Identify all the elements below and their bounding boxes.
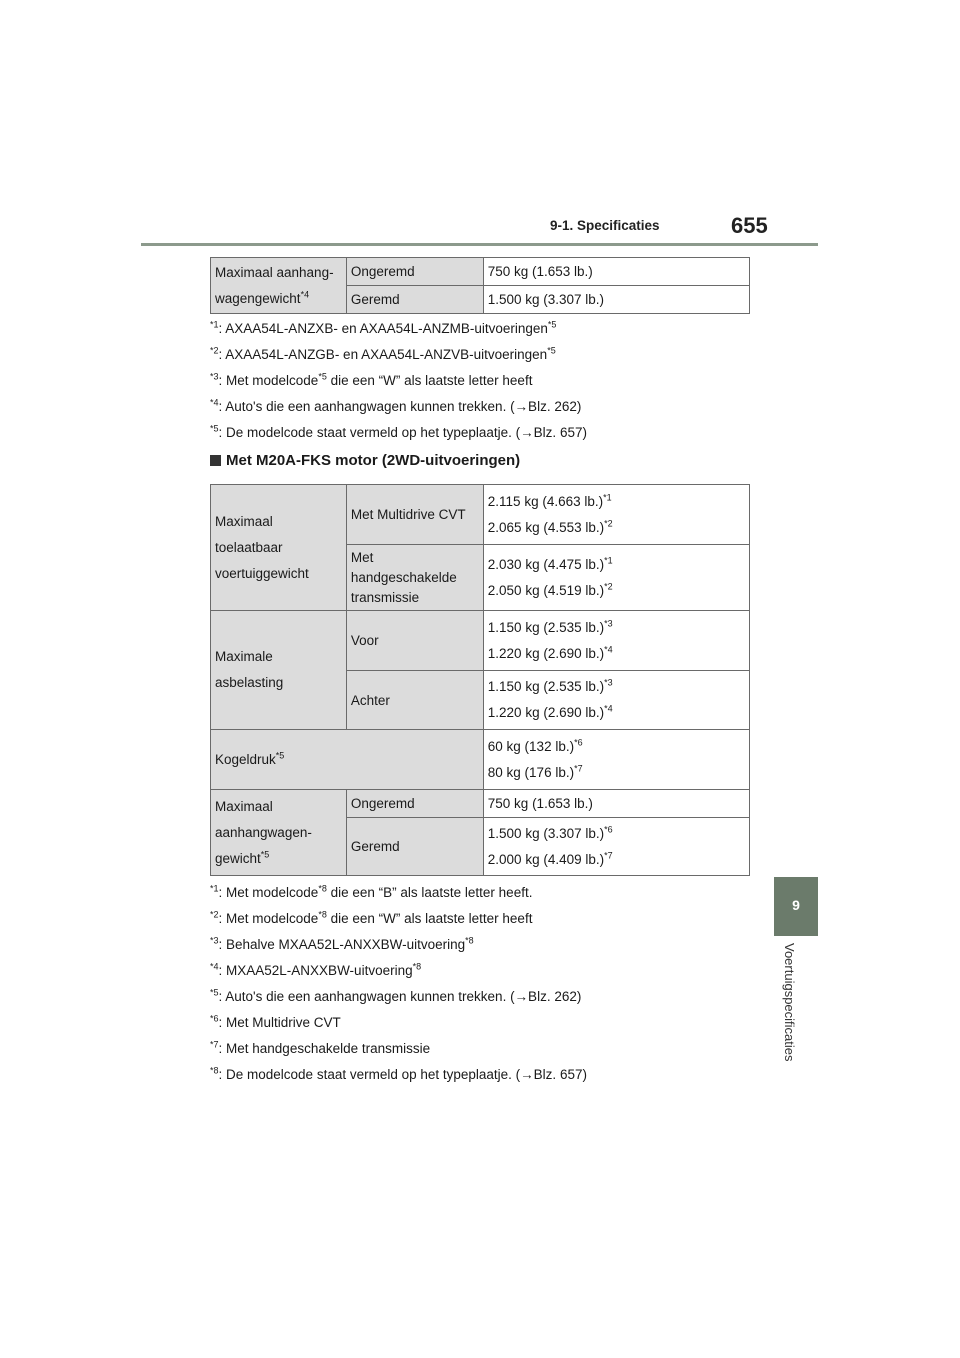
unbraked-value: 750 kg (1.653 lb.) (483, 258, 749, 286)
footnote: $^{*3}$: Met modelcode$^{*5}$ die een “W” als laatste letter heeft (210, 371, 533, 388)
chapter-number: 9 (792, 897, 800, 913)
section-heading: 9-1. Specificaties (550, 218, 660, 233)
footnote: $^{*1}$: AXAA54L-ANZXB- en AXAA54L-ANZMB-uitvoeringen$^{*5}$ (210, 319, 557, 336)
tongue-weight-label: Kogeldruk$^{*5}$ (211, 730, 484, 790)
braked-values-2: 1.500 kg (3.307 lb.)$^{*6}$ 2.000 kg (4.409 lb.)$^{*7}$ (483, 818, 749, 876)
braked-label-2: Geremd (346, 818, 483, 876)
trailer-weight-label: Maximaal aanhang- wagengewicht$^{*4}$ (211, 258, 347, 314)
rear-axle-label: Achter (346, 671, 483, 730)
cvt-weight-values: 2.115 kg (4.663 lb.)$^{*1}$ 2.065 kg (4.553 lb.)$^{*2}$ (483, 485, 749, 545)
square-bullet-icon (210, 455, 221, 466)
footnote: $^{*3}$: Behalve MXAA52L-ANXXBW-uitvoering$^{*8}$ (210, 935, 474, 952)
front-axle-label: Voor (346, 611, 483, 671)
unbraked-label: Ongeremd (346, 258, 483, 286)
braked-label: Geremd (346, 286, 483, 314)
footnote: $^{*5}$: De modelcode staat vermeld op het typeplaatje. (→Blz. 657) (210, 423, 587, 440)
section-title: Met M20A-FKS motor (2WD-uitvoeringen) (210, 452, 520, 469)
footnote: $^{*4}$: MXAA52L-ANXXBW-uitvoering$^{*8}$ (210, 961, 422, 978)
trailer-weight-table (210, 257, 750, 314)
trailer-weight-label-2: Maximaal aanhangwagen- gewicht$^{*5}$ (211, 790, 347, 876)
chapter-title: Voertuigspecificaties (782, 943, 797, 1062)
unbraked-value-2: 750 kg (1.653 lb.) (483, 790, 749, 818)
tongue-weight-values: 60 kg (132 lb.)$^{*6}$ 80 kg (176 lb.)$^{*7}$ (483, 730, 749, 790)
footnote: $^{*7}$: Met handgeschakelde transmissie (210, 1039, 431, 1056)
footnote: $^{*8}$: De modelcode staat vermeld op het typeplaatje. (→Blz. 657) (210, 1065, 587, 1082)
braked-value: 1.500 kg (3.307 lb.) (483, 286, 749, 314)
footnotes-2 (210, 880, 587, 1088)
manual-label: Met handgeschakelde transmissie (346, 545, 483, 611)
footnote: $^{*6}$: Met Multidrive CVT (210, 1013, 341, 1030)
unbraked-label-2: Ongeremd (346, 790, 483, 818)
vehicle-weight-label: Maximaal toelaatbaar voertuiggewicht (211, 485, 347, 611)
header-rule (141, 243, 818, 246)
manual-weight-values: 2.030 kg (4.475 lb.)$^{*1}$ 2.050 kg (4.519 lb.)$^{*2}$ (483, 545, 749, 611)
cvt-label: Met Multidrive CVT (346, 485, 483, 545)
footnote: $^{*2}$: Met modelcode$^{*8}$ die een “W” als laatste letter heeft (210, 909, 533, 926)
footnotes-1 (210, 316, 587, 446)
axle-load-label: Maximale asbelasting (211, 611, 347, 730)
footnote: $^{*1}$: Met modelcode$^{*8}$ die een “B” als laatste letter heeft. (210, 883, 533, 900)
engine-spec-table (210, 484, 750, 876)
footnote: $^{*4}$: Auto's die een aanhangwagen kunnen trekken. (→Blz. 262) (210, 397, 582, 414)
page-number: 655 (731, 213, 768, 238)
footnote: $^{*5}$: Auto's die een aanhangwagen kunnen trekken. (→Blz. 262) (210, 987, 582, 1004)
rear-axle-values: 1.150 kg (2.535 lb.)$^{*3}$ 1.220 kg (2.690 lb.)$^{*4}$ (483, 671, 749, 730)
front-axle-values: 1.150 kg (2.535 lb.)$^{*3}$ 1.220 kg (2.690 lb.)$^{*4}$ (483, 611, 749, 671)
footnote: $^{*2}$: AXAA54L-ANZGB- en AXAA54L-ANZVB-uitvoeringen$^{*5}$ (210, 345, 556, 362)
